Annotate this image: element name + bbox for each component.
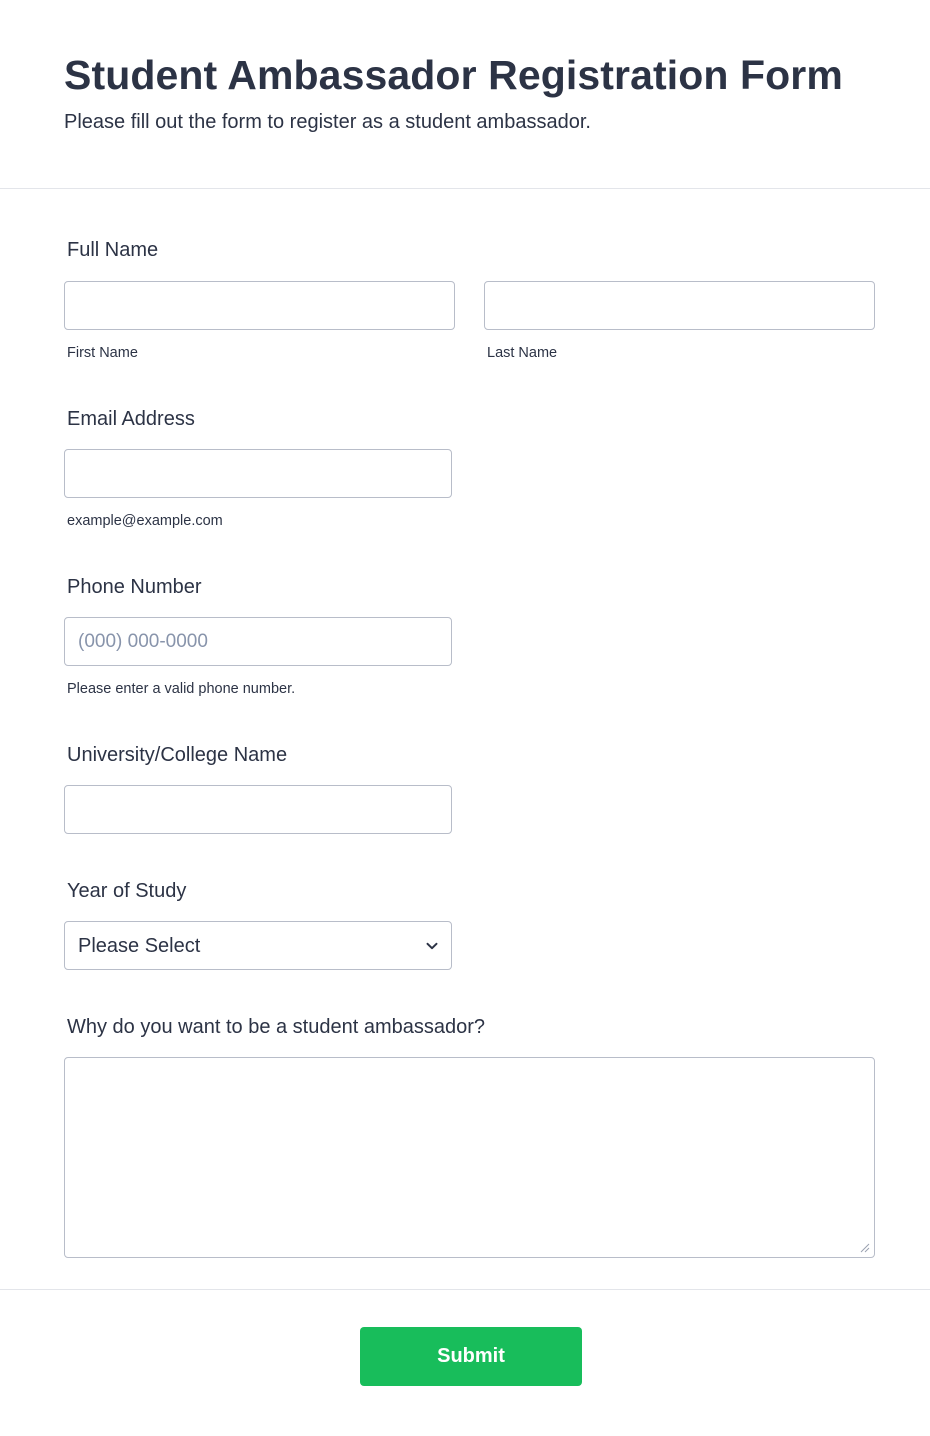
university-input[interactable] — [64, 785, 452, 834]
last-name-input[interactable] — [484, 281, 875, 330]
phone-input[interactable] — [64, 617, 452, 666]
form-header — [0, 0, 930, 189]
page-subtitle: Please fill out the form to register as a student ambassador. — [64, 111, 591, 133]
email-sublabel: example@example.com — [67, 513, 223, 529]
submit-button[interactable]: Submit — [360, 1327, 582, 1386]
resize-grip-icon[interactable] — [858, 1241, 870, 1253]
reason-textarea[interactable] — [64, 1057, 875, 1258]
year-of-study-select[interactable] — [64, 921, 452, 970]
email-label: Email Address — [67, 408, 195, 430]
footer-divider — [0, 1289, 930, 1290]
full-name-label: Full Name — [67, 239, 159, 261]
chevron-down-icon — [425, 939, 439, 953]
page-title: Student Ambassador Registration Form — [64, 52, 843, 98]
phone-label: Phone Number — [67, 576, 202, 598]
last-name-sublabel: Last Name — [487, 345, 558, 361]
university-label: University/College Name — [67, 744, 288, 766]
phone-sublabel: Please enter a valid phone number. — [67, 681, 296, 697]
email-input[interactable] — [64, 449, 452, 498]
first-name-input[interactable] — [64, 281, 455, 330]
first-name-sublabel: First Name — [67, 345, 138, 361]
year-of-study-selected: Please Select — [78, 935, 201, 957]
reason-label: Why do you want to be a student ambassador? — [67, 1016, 486, 1038]
year-of-study-label: Year of Study — [67, 880, 187, 902]
